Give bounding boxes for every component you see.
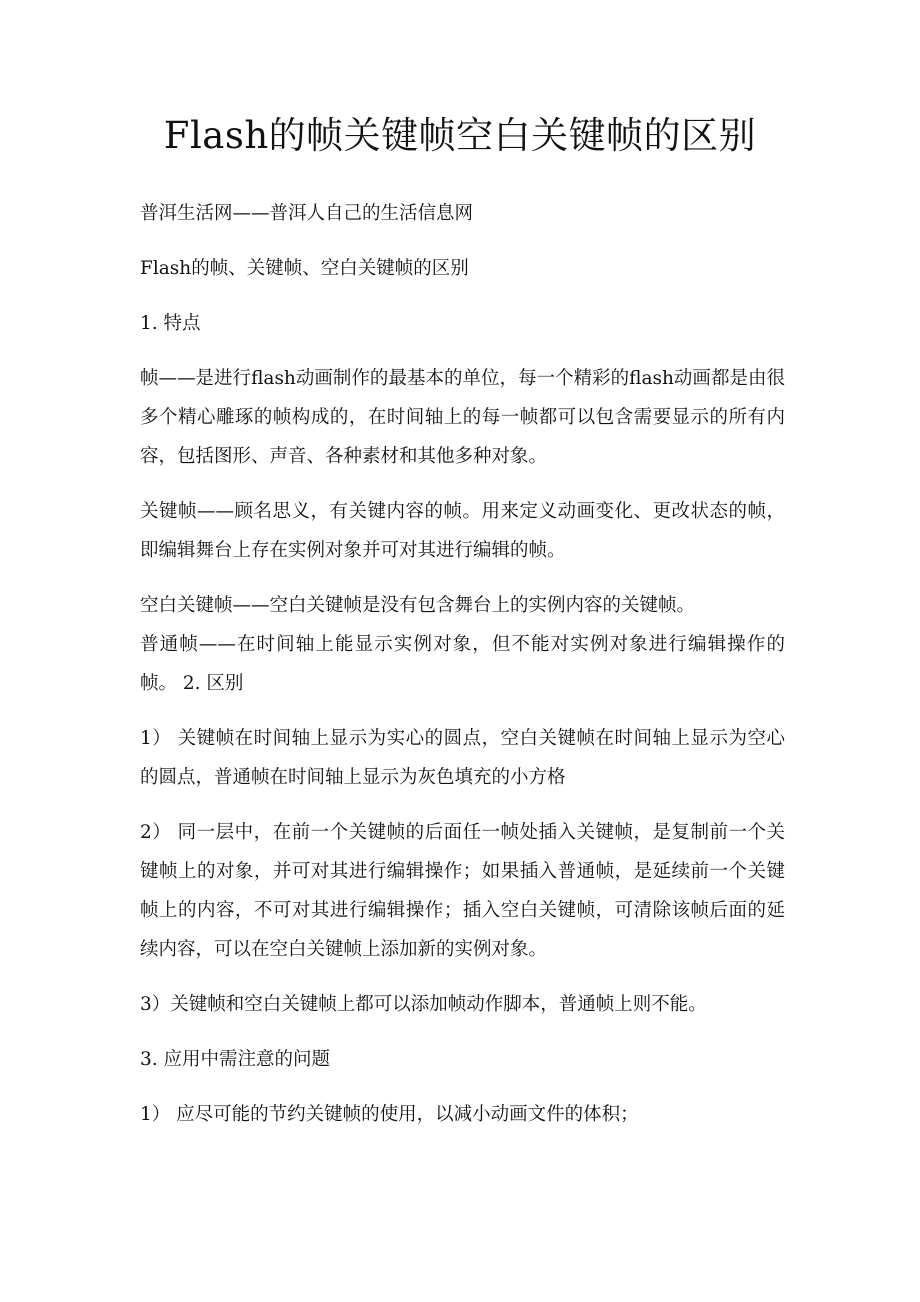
- list-item-difference-2: 2） 同一层中，在前一个关键帧的后面任一帧处插入关键帧，是复制前一个关键帧上的对象，并可对其进行编辑操作；如果插入普通帧，是延续前一个关键帧上的内容，不可对其进行编辑操作；插入空白关键帧，可清除该帧后面的延续内容，可以在空白关键帧上添加新的实例对象。: [140, 822, 785, 960]
- paragraph-normal-frame: 普通帧——在时间轴上能显示实例对象，但不能对实例对象进行编辑操作的帧。 2. 区别: [140, 634, 785, 694]
- paragraph-frame: 帧——是进行flash动画制作的最基本的单位，每一个精彩的flash动画都是由很多个精心雕琢的帧构成的，在时间轴上的每一帧都可以包含需要显示的所有内容，包括图形、声音、各种素材和其他多种对象。: [140, 368, 785, 467]
- subtitle-line: Flash的帧、关键帧、空白关键帧的区别: [140, 258, 469, 279]
- section-heading-notes: 3. 应用中需注意的问题: [140, 1049, 331, 1070]
- list-item-note-1: 1） 应尽可能的节约关键帧的使用，以减小动画文件的体积；: [140, 1104, 639, 1125]
- page-title: Flash的帧关键帧空白关键帧的区别: [163, 114, 757, 157]
- paragraph-blank-keyframe: 空白关键帧——空白关键帧是没有包含舞台上的实例内容的关键帧。: [140, 595, 696, 616]
- paragraph-keyframe: 关键帧——顾名思义，有关键内容的帧。用来定义动画变化、更改状态的帧，即编辑舞台上存在实例对象并可对其进行编辑的帧。: [140, 501, 785, 561]
- list-item-difference-1: 1） 关键帧在时间轴上显示为实心的圆点，空白关键帧在时间轴上显示为空心的圆点，普通帧在时间轴上显示为灰色填充的小方格: [140, 728, 785, 788]
- source-line: 普洱生活网——普洱人自己的生活信息网: [140, 203, 474, 224]
- section-heading-features: 1. 特点: [140, 313, 201, 334]
- list-item-difference-3: 3）关键帧和空白关键帧上都可以添加帧动作脚本，普通帧上则不能。: [140, 994, 707, 1015]
- document-body: [140, 194, 785, 1150]
